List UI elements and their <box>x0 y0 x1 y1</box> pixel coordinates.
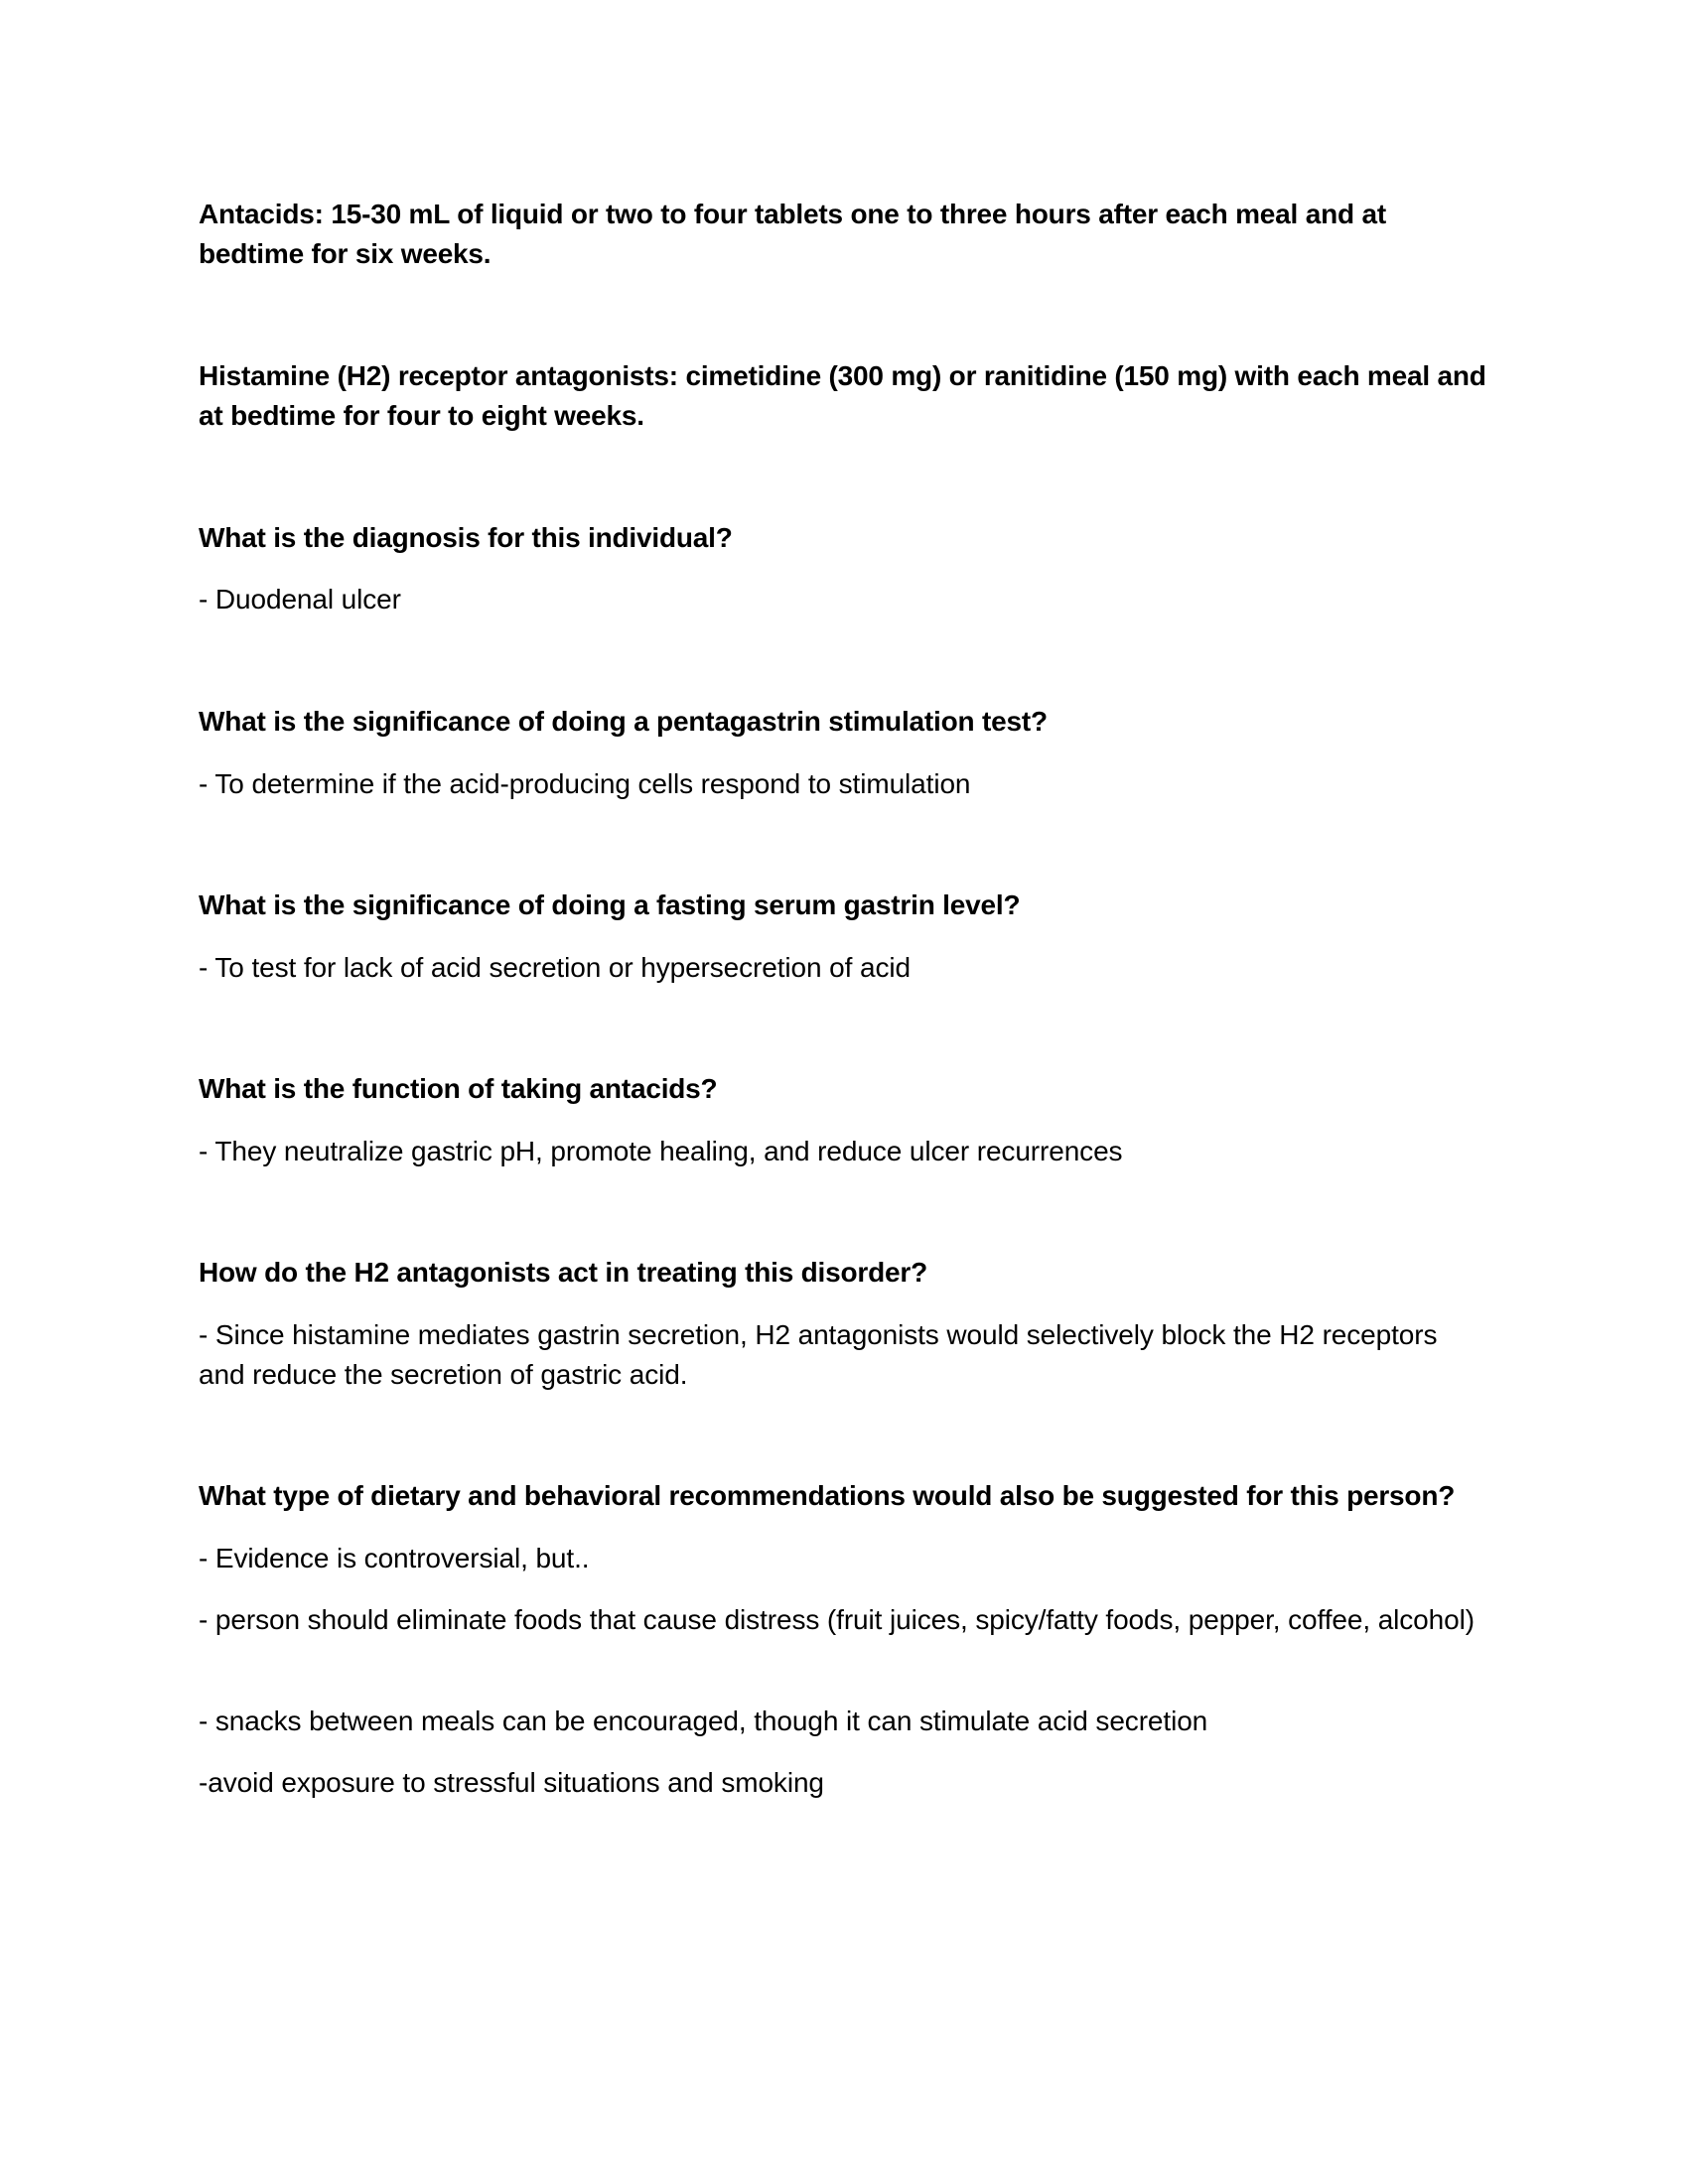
answer-fasting-gastrin: - To test for lack of acid secretion or hypersecretion of acid <box>199 952 911 983</box>
answer-dietary-stress: -avoid exposure to stressful situations and smoking <box>199 1767 824 1798</box>
answer-h2-action: - Since histamine mediates gastrin secretion, H2 antagonists would selectively block the H2 receptors and reduce the secretion of gastric acid. <box>199 1319 1438 1390</box>
question-pentagastrin-test: What is the significance of doing a pentagastrin stimulation test? <box>199 706 1048 737</box>
antacids-dosage-paragraph: Antacids: 15-30 mL of liquid or two to four tablets one to three hours after each meal and at bedtime for six weeks. <box>199 199 1386 269</box>
question-dietary-recommendations: What type of dietary and behavioral recommendations would also be suggested for this person? <box>199 1480 1456 1511</box>
answer-pentagastrin-test: - To determine if the acid-producing cells respond to stimulation <box>199 768 971 799</box>
h2-antagonists-dosage-paragraph: Histamine (H2) receptor antagonists: cimetidine (300 mg) or ranitidine (150 mg) with each meal and at bedtime for four to eight weeks. <box>199 360 1486 431</box>
answer-dietary-foods: - person should eliminate foods that cause distress (fruit juices, spicy/fatty foods, pepper, coffee, alcohol) <box>199 1604 1475 1635</box>
question-h2-action: How do the H2 antagonists act in treating this disorder? <box>199 1257 927 1288</box>
answer-dietary-snacks: - snacks between meals can be encouraged, though it can stimulate acid secretion <box>199 1706 1208 1736</box>
answer-diagnosis: - Duodenal ulcer <box>199 584 401 614</box>
question-diagnosis: What is the diagnosis for this individual? <box>199 522 733 553</box>
answer-dietary-intro: - Evidence is controversial, but.. <box>199 1543 590 1573</box>
question-antacids-function: What is the function of taking antacids? <box>199 1073 718 1104</box>
question-fasting-gastrin: What is the significance of doing a fasting serum gastrin level? <box>199 889 1021 920</box>
answer-antacids-function: - They neutralize gastric pH, promote healing, and reduce ulcer recurrences <box>199 1136 1123 1166</box>
